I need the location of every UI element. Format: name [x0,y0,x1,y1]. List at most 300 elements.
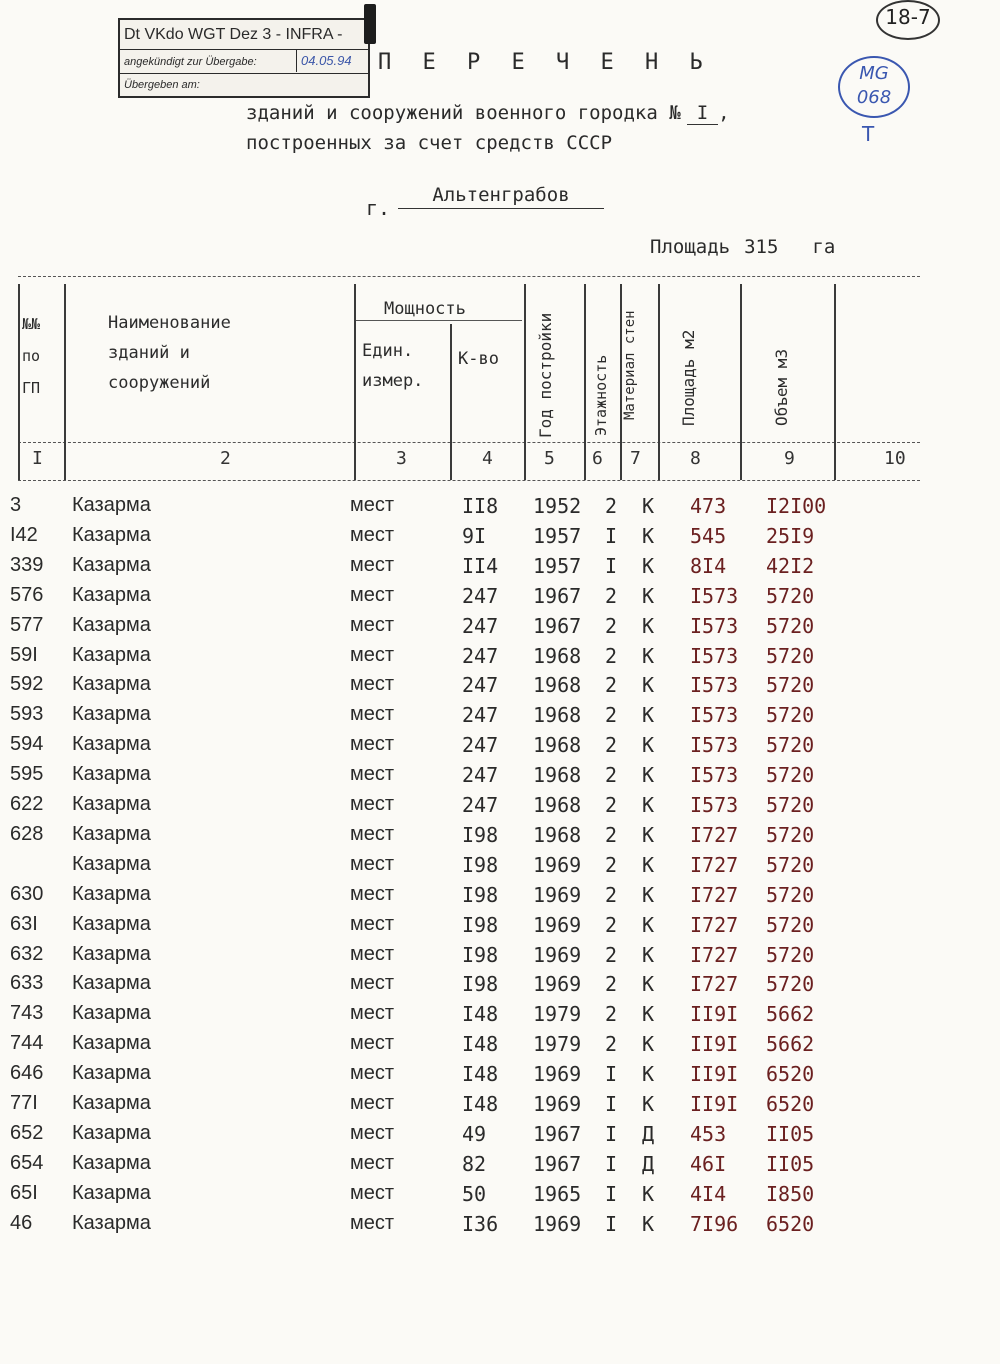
cell-floors: 2 [605,823,618,847]
cell-quantity: I48 [462,1092,499,1116]
cell-quantity: 247 [462,614,499,638]
cell-gp-number: 743 [10,1002,44,1024]
cell-unit: мест [350,972,395,994]
column-number: 8 [690,448,701,469]
cell-volume-m3: 5720 [766,584,815,608]
col-border [834,284,836,480]
area-unit: га [812,236,836,258]
cell-gp-number: 46 [10,1212,33,1234]
cell-area-m2: I573 [690,763,739,787]
column-number: 3 [396,448,407,469]
cell-wall-material: К [642,823,655,847]
table-row [0,703,1000,733]
cell-volume-m3: 6520 [766,1212,815,1236]
col-border [584,284,586,480]
cell-area-m2: II9I [690,1002,739,1026]
cell-volume-m3: 5720 [766,823,815,847]
cell-volume-m3: 5662 [766,1032,815,1056]
cell-year: 1968 [533,644,582,668]
cell-unit: мест [350,673,395,695]
cell-floors: 2 [605,584,618,608]
cell-floors: 2 [605,763,618,787]
cell-quantity: 247 [462,763,499,787]
cell-quantity: I36 [462,1212,499,1236]
subtitle-line-2: построенных за счет средств СССР [246,132,613,154]
table-row [0,1092,1000,1122]
cell-floors: I [605,1122,618,1146]
cell-floors: I [605,1152,618,1176]
cell-quantity: 49 [462,1122,487,1146]
cell-wall-material: К [642,763,655,787]
table-row [0,913,1000,943]
col-border [658,284,660,480]
cell-year: 1967 [533,584,582,608]
cell-gp-number: 576 [10,584,44,606]
cell-volume-m3: 5720 [766,673,815,697]
table-row [0,673,1000,703]
cell-quantity: 247 [462,673,499,697]
cell-area-m2: I573 [690,614,739,638]
cell-gp-number: 63I [10,913,38,935]
cell-volume-m3: 5720 [766,943,815,967]
cell-building-name: Казарма [72,943,151,965]
cell-floors: I [605,1092,618,1116]
cell-building-name: Казарма [72,673,151,695]
cell-gp-number: 592 [10,673,44,695]
cell-area-m2: I727 [690,883,739,907]
cell-quantity: I98 [462,913,499,937]
cell-area-m2: I727 [690,943,739,967]
city-name: Альтенграбов [398,184,604,209]
cell-volume-m3: 5662 [766,1002,815,1026]
cell-floors: 2 [605,853,618,877]
cell-quantity: 247 [462,584,499,608]
cell-volume-m3: 5720 [766,703,815,727]
archive-stamp [118,18,370,98]
cell-year: 1957 [533,524,582,548]
cell-floors: 2 [605,913,618,937]
cell-floors: I [605,1182,618,1206]
cell-year: 1968 [533,703,582,727]
cell-wall-material: К [642,703,655,727]
table-row [0,972,1000,1002]
garrison-number: I [687,102,718,125]
cell-year: 1968 [533,733,582,757]
cell-area-m2: I727 [690,823,739,847]
header-year: Год постройки [536,312,555,438]
cell-wall-material: К [642,972,655,996]
cell-building-name: Казарма [72,644,151,666]
cell-quantity: I48 [462,1032,499,1056]
cell-volume-m3: 6520 [766,1092,815,1116]
column-number: 2 [220,448,231,469]
column-number: 10 [884,448,906,469]
cell-volume-m3: 5720 [766,763,815,787]
table-row [0,823,1000,853]
cell-volume-m3: 5720 [766,733,815,757]
column-number: I [32,448,43,469]
header-building-name: Наименование зданий и сооружений [108,313,231,393]
cell-quantity: I98 [462,853,499,877]
cell-area-m2: 8I4 [690,554,727,578]
cell-area-m2: I727 [690,972,739,996]
cell-gp-number: 577 [10,614,44,636]
col-border [354,284,356,480]
cell-year: 1969 [533,972,582,996]
table-row [0,763,1000,793]
handwritten-tick: T [862,122,875,146]
cell-building-name: Казарма [72,1062,151,1084]
table-row [0,1002,1000,1032]
stamp-line-1: Dt VKdo WGT Dez 3 - INFRA - [120,20,368,50]
col-border [18,284,20,480]
cell-area-m2: 473 [690,494,727,518]
cell-unit: мест [350,1062,395,1084]
cell-unit: мест [350,1002,395,1024]
cell-volume-m3: 5720 [766,883,815,907]
cell-unit: мест [350,943,395,965]
cell-area-m2: I573 [690,644,739,668]
cell-unit: мест [350,793,395,815]
stamp-line-3: Übergeben am: [124,79,200,91]
cell-wall-material: К [642,1182,655,1206]
cell-floors: 2 [605,614,618,638]
cell-unit: мест [350,913,395,935]
stamp-bar-mark [364,4,376,44]
cell-quantity: 82 [462,1152,487,1176]
cell-building-name: Казарма [72,1002,151,1024]
cell-wall-material: К [642,584,655,608]
cell-year: 1979 [533,1032,582,1056]
cell-wall-material: К [642,1002,655,1026]
cell-year: 1969 [533,883,582,907]
cell-area-m2: II9I [690,1032,739,1056]
column-number: 6 [592,448,603,469]
stamp-announced-date: 04.05.94 [296,50,367,72]
cell-volume-m3: 5720 [766,793,815,817]
cell-gp-number: 339 [10,554,44,576]
cell-building-name: Казарма [72,853,151,875]
cell-quantity: II8 [462,494,499,518]
subtitle-text: зданий и сооружений военного городка № [246,102,681,124]
cell-area-m2: 453 [690,1122,727,1146]
cell-quantity: I98 [462,972,499,996]
cell-building-name: Казарма [72,793,151,815]
cell-floors: 2 [605,1002,618,1026]
cell-quantity: 9I [462,524,487,548]
cell-floors: 2 [605,703,618,727]
cell-floors: 2 [605,943,618,967]
cell-building-name: Казарма [72,1122,151,1144]
cell-area-m2: I573 [690,793,739,817]
cell-floors: 2 [605,673,618,697]
cell-wall-material: К [642,913,655,937]
area-line [650,236,835,258]
cell-wall-material: Д [642,1122,655,1146]
cell-building-name: Казарма [72,733,151,755]
cell-unit: мест [350,494,395,516]
cell-year: 1969 [533,1092,582,1116]
cell-unit: мест [350,1122,395,1144]
cell-volume-m3: 5720 [766,972,815,996]
cell-volume-m3: I2I00 [766,494,827,518]
cell-building-name: Казарма [72,584,151,606]
handwritten-code: MG 068 [838,56,910,118]
cell-quantity: 247 [462,644,499,668]
cell-unit: мест [350,644,395,666]
cell-year: 1969 [533,943,582,967]
cell-wall-material: К [642,1092,655,1116]
cell-gp-number: 595 [10,763,44,785]
header-mid-rule [18,442,920,443]
cell-quantity: I98 [462,943,499,967]
cell-building-name: Казарма [72,703,151,725]
cell-year: 1969 [533,913,582,937]
cell-wall-material: Д [642,1152,655,1176]
column-number: 4 [482,448,493,469]
cell-unit: мест [350,853,395,875]
cell-building-name: Казарма [72,494,151,516]
header-unit: Един. измер. [362,341,424,391]
cell-building-name: Казарма [72,614,151,636]
cell-area-m2: II9I [690,1092,739,1116]
cell-area-m2: I727 [690,913,739,937]
cell-floors: 2 [605,1032,618,1056]
subtitle-line-1: зданий и сооружений военного городка № I , [246,102,730,124]
table-row [0,793,1000,823]
cell-floors: 2 [605,793,618,817]
cell-volume-m3: II05 [766,1152,815,1176]
cell-wall-material: К [642,853,655,877]
area-value: 315 [744,236,779,258]
table-row [0,614,1000,644]
stamp-announced-label: angekündigt zur Übergabe: [124,56,257,68]
cell-year: 1952 [533,494,582,518]
cell-area-m2: 545 [690,524,727,548]
city-label: г. [366,196,391,220]
cell-quantity: 247 [462,703,499,727]
cell-wall-material: К [642,524,655,548]
column-number: 9 [784,448,795,469]
cell-year: 1967 [533,1152,582,1176]
cell-gp-number: 654 [10,1152,44,1174]
cell-year: 1969 [533,1212,582,1236]
cell-wall-material: К [642,793,655,817]
cell-unit: мест [350,823,395,845]
cell-unit: мест [350,1182,395,1204]
cell-gp-number: 622 [10,793,44,815]
col-border [524,284,526,480]
cell-building-name: Казарма [72,1212,151,1234]
cell-building-name: Казарма [72,554,151,576]
table-header [18,276,920,482]
cell-wall-material: К [642,644,655,668]
cell-gp-number: 652 [10,1122,44,1144]
cell-area-m2: I573 [690,703,739,727]
cell-year: 1968 [533,673,582,697]
cell-quantity: 50 [462,1182,487,1206]
cell-wall-material: К [642,673,655,697]
cell-unit: мест [350,1152,395,1174]
cell-floors: I [605,524,618,548]
cell-gp-number: 77I [10,1092,38,1114]
cell-wall-material: К [642,1212,655,1236]
col-border [64,284,66,480]
header-wall-material: Материал стен [622,310,638,420]
cell-floors: I [605,554,618,578]
table-row [0,644,1000,674]
cell-unit: мест [350,883,395,905]
header-floors: Этажность [592,354,610,436]
cell-year: 1967 [533,614,582,638]
cell-volume-m3: II05 [766,1122,815,1146]
cell-wall-material: К [642,733,655,757]
table-row [0,853,1000,883]
cell-year: 1979 [533,1002,582,1026]
cell-building-name: Казарма [72,524,151,546]
cell-floors: I [605,1062,618,1086]
cell-unit: мест [350,733,395,755]
cell-quantity: I98 [462,883,499,907]
cell-wall-material: К [642,554,655,578]
cell-volume-m3: 42I2 [766,554,815,578]
cell-volume-m3: I850 [766,1182,815,1206]
header-capacity: Мощность [384,299,466,319]
table-row [0,494,1000,524]
table-row [0,943,1000,973]
cell-volume-m3: 5720 [766,614,815,638]
cell-building-name: Казарма [72,823,151,845]
cell-building-name: Казарма [72,913,151,935]
cell-building-name: Казарма [72,763,151,785]
cell-volume-m3: 5720 [766,913,815,937]
cell-wall-material: К [642,614,655,638]
table-row [0,883,1000,913]
cell-area-m2: 4I4 [690,1182,727,1206]
cell-wall-material: К [642,1032,655,1056]
cell-building-name: Казарма [72,1152,151,1174]
cell-unit: мест [350,554,395,576]
cell-unit: мест [350,614,395,636]
page-number: 18-7 [876,0,940,40]
cell-quantity: I48 [462,1062,499,1086]
cell-unit: мест [350,584,395,606]
cell-volume-m3: 5720 [766,644,815,668]
cell-unit: мест [350,524,395,546]
table-row [0,554,1000,584]
cell-building-name: Казарма [72,883,151,905]
header-gp-number: №№ по ГП [22,315,41,397]
cell-area-m2: I573 [690,584,739,608]
cell-wall-material: К [642,494,655,518]
cell-quantity: II4 [462,554,499,578]
cell-unit: мест [350,763,395,785]
cell-wall-material: К [642,943,655,967]
cell-gp-number: 628 [10,823,44,845]
cell-floors: 2 [605,733,618,757]
cell-floors: I [605,1212,618,1236]
cell-year: 1968 [533,793,582,817]
cell-wall-material: К [642,883,655,907]
cell-gp-number: 593 [10,703,44,725]
cell-year: 1957 [533,554,582,578]
cell-year: 1969 [533,853,582,877]
table-row [0,524,1000,554]
table-row [0,1152,1000,1182]
cell-volume-m3: 25I9 [766,524,815,548]
header-bottom-rule [18,480,920,481]
header-volume: Объем м3 [772,348,791,426]
cell-building-name: Казарма [72,972,151,994]
cell-year: 1968 [533,823,582,847]
cell-gp-number: 630 [10,883,44,905]
cell-area-m2: 7I96 [690,1212,739,1236]
cell-unit: мест [350,1032,395,1054]
cell-floors: 2 [605,644,618,668]
cell-unit: мест [350,703,395,725]
cell-area-m2: I573 [690,673,739,697]
cell-building-name: Казарма [72,1032,151,1054]
cell-quantity: I98 [462,823,499,847]
table-row [0,1122,1000,1152]
cell-floors: 2 [605,883,618,907]
cell-wall-material: К [642,1062,655,1086]
cell-gp-number: 3 [10,494,22,516]
cell-gp-number: 594 [10,733,44,755]
area-label: Площадь [650,236,731,258]
cell-floors: 2 [605,972,618,996]
table-row [0,1212,1000,1242]
cell-building-name: Казарма [72,1092,151,1114]
header-area: Площадь м2 [679,329,698,426]
header-quantity: К-во [458,349,499,369]
cell-unit: мест [350,1212,395,1234]
col-border [450,324,452,480]
cell-area-m2: II9I [690,1062,739,1086]
cell-area-m2: 46I [690,1152,727,1176]
table-row [0,1182,1000,1212]
cell-quantity: 247 [462,733,499,757]
cell-gp-number: 633 [10,972,44,994]
table-row [0,1032,1000,1062]
cell-area-m2: I727 [690,853,739,877]
cell-gp-number: 65I [10,1182,38,1204]
table-row [0,1062,1000,1092]
cell-year: 1965 [533,1182,582,1206]
cell-unit: мест [350,1092,395,1114]
cell-volume-m3: 5720 [766,853,815,877]
cell-gp-number: 632 [10,943,44,965]
cell-volume-m3: 6520 [766,1062,815,1086]
header-top-rule [18,276,920,277]
table-row [0,733,1000,763]
column-number: 7 [630,448,641,469]
cell-gp-number: 744 [10,1032,44,1054]
cell-year: 1968 [533,763,582,787]
cell-gp-number: I42 [10,524,38,546]
cell-quantity: 247 [462,793,499,817]
cell-year: 1969 [533,1062,582,1086]
column-number: 5 [544,448,555,469]
stamp-line-2 [120,50,368,74]
table-row [0,584,1000,614]
cell-floors: 2 [605,494,618,518]
cell-building-name: Казарма [72,1182,151,1204]
cell-year: 1967 [533,1122,582,1146]
document-title: П Е Р Е Ч Е Н Ь [378,50,712,75]
cell-area-m2: I573 [690,733,739,757]
cell-quantity: I48 [462,1002,499,1026]
